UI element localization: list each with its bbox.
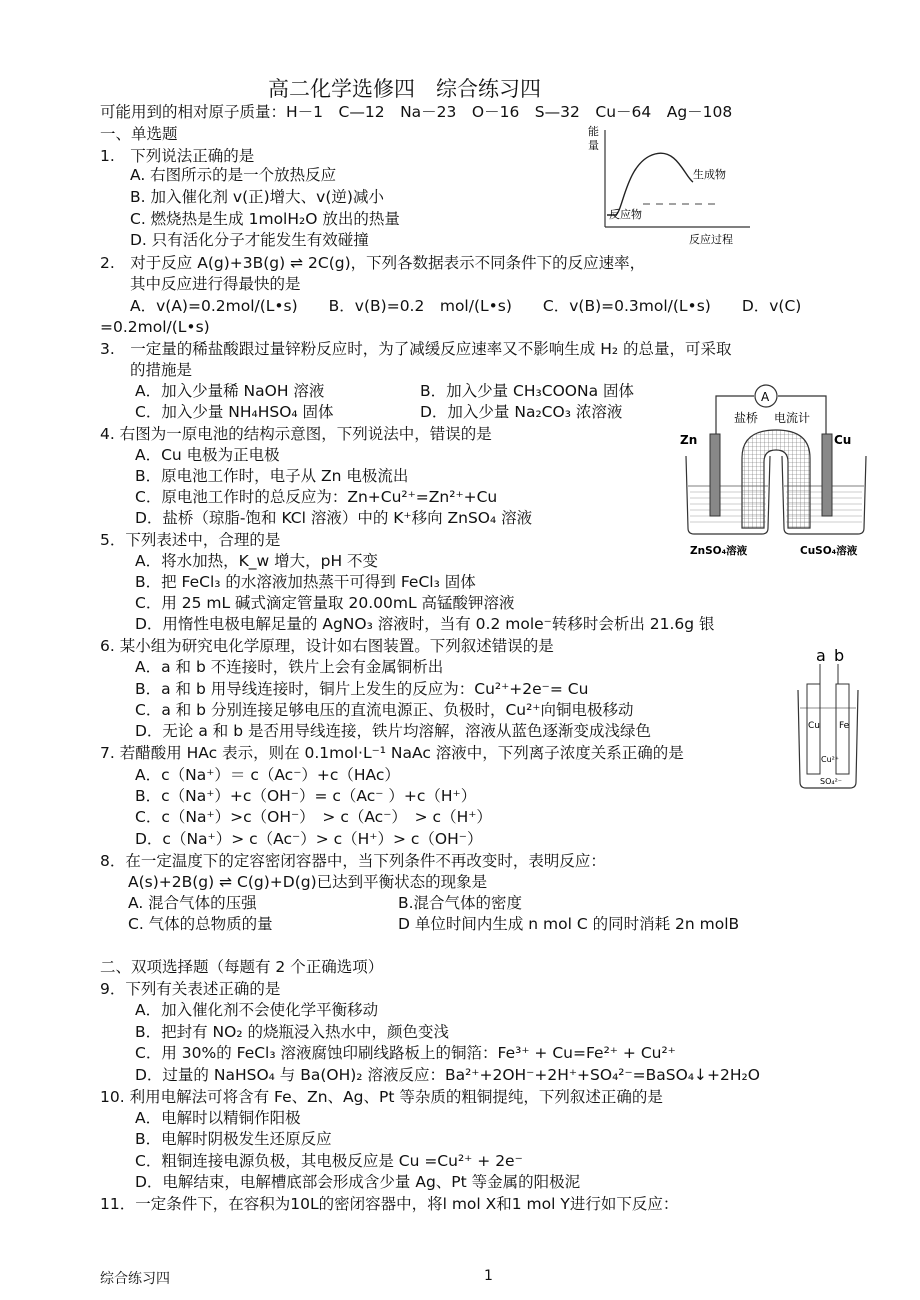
cu-label: Cu: [834, 433, 852, 447]
q1-option-b: B. 加入催化剂 v(正)增大、v(逆)减小: [130, 188, 384, 206]
q10-stem: 10. 利用电解法可将含有 Fe、Zn、Ag、Pt 等杂质的粗铜提纯，下列叙述正确的是: [100, 1088, 663, 1106]
electrochem-beaker-diagram: [792, 644, 864, 792]
cu2-ion-label: Cu²⁺: [821, 755, 840, 764]
q1-stem: 1. 下列说法正确的是: [100, 147, 255, 165]
znso4-label: ZnSO₄溶液: [690, 545, 748, 557]
q7-option-d: D．c（Na⁺）> c（Ac⁻）> c（H⁺）> c（OH⁻）: [135, 830, 483, 848]
section-heading-single-choice: 一、单选题: [100, 125, 178, 143]
q5-option-c: C．用 25 mL 碱式滴定管量取 20.00mL 高锰酸钾溶液: [135, 594, 515, 612]
footer-title: 综合练习四: [100, 1271, 170, 1287]
salt-bridge: [742, 430, 810, 528]
energy-reactant-label: 反应物: [609, 208, 642, 221]
q3-option-c: C．加入少量 NH₄HSO₄ 固体: [135, 403, 334, 421]
q3-stem-line1: 3. 一定量的稀盐酸跟过量锌粉反应时，为了减缓反应速率又不影响生成 H₂ 的总量，可采取: [100, 340, 732, 358]
q2-options-line1: A．v(A)=0.2mol/(L•s) B．v(B)=0.2 mol/(L•s) C．v(B)=0.3mol/(L•s) D．v(C): [130, 297, 802, 315]
q1-option-a: A. 右图所示的是一个放热反应: [130, 166, 337, 184]
section-heading-double-choice: 二、双项选择题（每题有 2 个正确选项）: [100, 958, 384, 976]
q7-option-b: B．c（Na⁺）+c（OH⁻）= c（Ac⁻ ）+c（H⁺）: [135, 787, 477, 805]
q3-stem-line2: 的措施是: [130, 361, 193, 379]
energy-ylabel-2: 量: [588, 139, 599, 152]
galvanic-cell-diagram: [676, 378, 886, 562]
energy-curve: [607, 153, 693, 215]
q7-stem: 7. 若醋酸用 HAc 表示，则在 0.1mol·L⁻¹ NaAc 溶液中，下列离子浓度关系正确的是: [100, 744, 684, 762]
q10-option-c: C．粗铜连接电源负极，其电极反应是 Cu =Cu²⁺ + 2e⁻: [135, 1152, 523, 1170]
atomic-masses: 可能用到的相对原子质量：H－1 C—12 Na－23 O－16 S—32 Cu－64 Ag－108: [100, 103, 733, 121]
zn-electrode: [710, 434, 720, 516]
q6-option-c: C．a 和 b 分别连接足够电压的直流电源正、负极时，Cu²⁺向铜电极移动: [135, 701, 634, 719]
energy-profile-diagram: [585, 122, 755, 250]
fe-plate-label: Fe: [839, 721, 850, 731]
q3-option-d: D．加入少量 Na₂CO₃ 浓溶液: [420, 403, 623, 421]
terminal-a-label: a: [816, 646, 826, 665]
q5-option-d: D．用惰性电极电解足量的 AgNO₃ 溶液时，当有 0.2 mole⁻转移时会析出 21.6g 银: [135, 615, 715, 633]
q9-option-c: C．用 30%的 FeCl₃ 溶液腐蚀印刷线路板上的铜箔：Fe³⁺ + Cu=Fe²⁺ + Cu²⁺: [135, 1044, 676, 1062]
q2-stem-line1: 2. 对于反应 A(g)+3B(g) ⇌ 2C(g)，下列各数据表示不同条件下的反应速率，: [100, 254, 646, 272]
q4-stem: 4. 右图为一原电池的结构示意图，下列说法中，错误的是: [100, 425, 492, 443]
q7-option-c: C．c（Na⁺）>c（OH⁻） > c（Ac⁻） > c（H⁺）: [135, 808, 492, 826]
q4-option-b: B．原电池工作时，电子从 Zn 电极流出: [135, 467, 409, 485]
q9-option-a: A．加入催化剂不会使化学平衡移动: [135, 1001, 379, 1019]
page-number: 1: [484, 1268, 493, 1284]
q10-option-b: B．电解时阴极发生还原反应: [135, 1130, 332, 1148]
q4-option-c: C．原电池工作时的总反应为：Zn+Cu²⁺=Zn²⁺+Cu: [135, 488, 498, 506]
cu-electrode: [822, 434, 832, 516]
q5-stem: 5．下列表述中，合理的是: [100, 531, 281, 549]
q8-option-b: B.混合气体的密度: [398, 894, 523, 912]
q8-equation: A(s)+2B(g) ⇌ C(g)+D(g)已达到平衡状态的现象是: [128, 873, 488, 891]
q8-option-a: A. 混合气体的压强: [128, 894, 257, 912]
q1-option-d: D. 只有活化分子才能发生有效碰撞: [130, 231, 369, 249]
q6-option-b: B．a 和 b 用导线连接时，铜片上发生的反应为：Cu²⁺+2e⁻= Cu: [135, 680, 589, 698]
q3-option-b: B．加入少量 CH₃COONa 固体: [420, 382, 634, 400]
so4-ion-label: SO₄²⁻: [820, 777, 843, 786]
q4-option-a: A．Cu 电极为正电极: [135, 446, 280, 464]
galvanometer-label: 电流计: [774, 411, 811, 425]
energy-product-label: 生成物: [693, 168, 726, 181]
q9-option-d: D．过量的 NaHSO₄ 与 Ba(OH)₂ 溶液反应：Ba²⁺+2OH⁻+2H⁺+SO₄²⁻=BaSO₄↓+2H₂O: [135, 1066, 760, 1084]
q9-stem: 9．下列有关表述正确的是: [100, 980, 281, 998]
q2-options-line2: =0.2mol/(L•s): [100, 318, 210, 336]
terminal-b-label: b: [834, 646, 845, 665]
q5-option-a: A．将水加热，K_w 增大，pH 不变: [135, 552, 379, 570]
salt-bridge-label: 盐桥: [734, 411, 759, 425]
q1-option-c: C. 燃烧热是生成 1molH₂O 放出的热量: [130, 210, 400, 228]
energy-ylabel-1: 能: [588, 125, 599, 138]
cu-plate-label: Cu: [808, 721, 820, 731]
q5-option-b: B．把 FeCl₃ 的水溶液加热蒸干可得到 FeCl₃ 固体: [135, 573, 476, 591]
q9-option-b: B．把封有 NO₂ 的烧瓶浸入热水中，颜色变浅: [135, 1023, 449, 1041]
q2-stem-line2: 其中反应进行得最快的是: [130, 275, 301, 293]
zn-label: Zn: [680, 433, 698, 447]
q8-option-c: C. 气体的总物质的量: [128, 915, 273, 933]
q8-stem: 8．在一定温度下的定容密闭容器中，当下列条件不再改变时，表明反应：: [100, 852, 606, 870]
q7-option-a: A．c（Na⁺）＝ c（Ac⁻）+c（HAc）: [135, 766, 400, 784]
q11-stem: 11．一定条件下，在容积为10L的密闭容器中，将l mol X和1 mol Y进行如下反应：: [100, 1195, 679, 1213]
q10-option-a: A．电解时以精铜作阳极: [135, 1109, 301, 1127]
cuso4-label: CuSO₄溶液: [800, 545, 858, 557]
q8-option-d: D 单位时间内生成 n mol C 的同时消耗 2n molB: [398, 915, 740, 933]
q6-stem: 6. 某小组为研究电化学原理，设计如右图装置。下列叙述错误的是: [100, 637, 554, 655]
q4-option-d: D．盐桥（琼脂-饱和 KCl 溶液）中的 K⁺移向 ZnSO₄ 溶液: [135, 509, 533, 527]
q10-option-d: D．电解结束，电解槽底部会形成含少量 Ag、Pt 等金属的阳极泥: [135, 1173, 581, 1191]
page-title: 高二化学选修四 综合练习四: [268, 77, 541, 101]
q6-option-d: D．无论 a 和 b 是否用导线连接，铁片均溶解，溶液从蓝色逐渐变成浅绿色: [135, 722, 651, 740]
ammeter-label: A: [761, 390, 770, 404]
energy-xlabel: 反应过程: [689, 233, 733, 246]
q3-option-a: A．加入少量稀 NaOH 溶液: [135, 382, 325, 400]
q6-option-a: A．a 和 b 不连接时，铁片上会有金属铜析出: [135, 658, 444, 676]
